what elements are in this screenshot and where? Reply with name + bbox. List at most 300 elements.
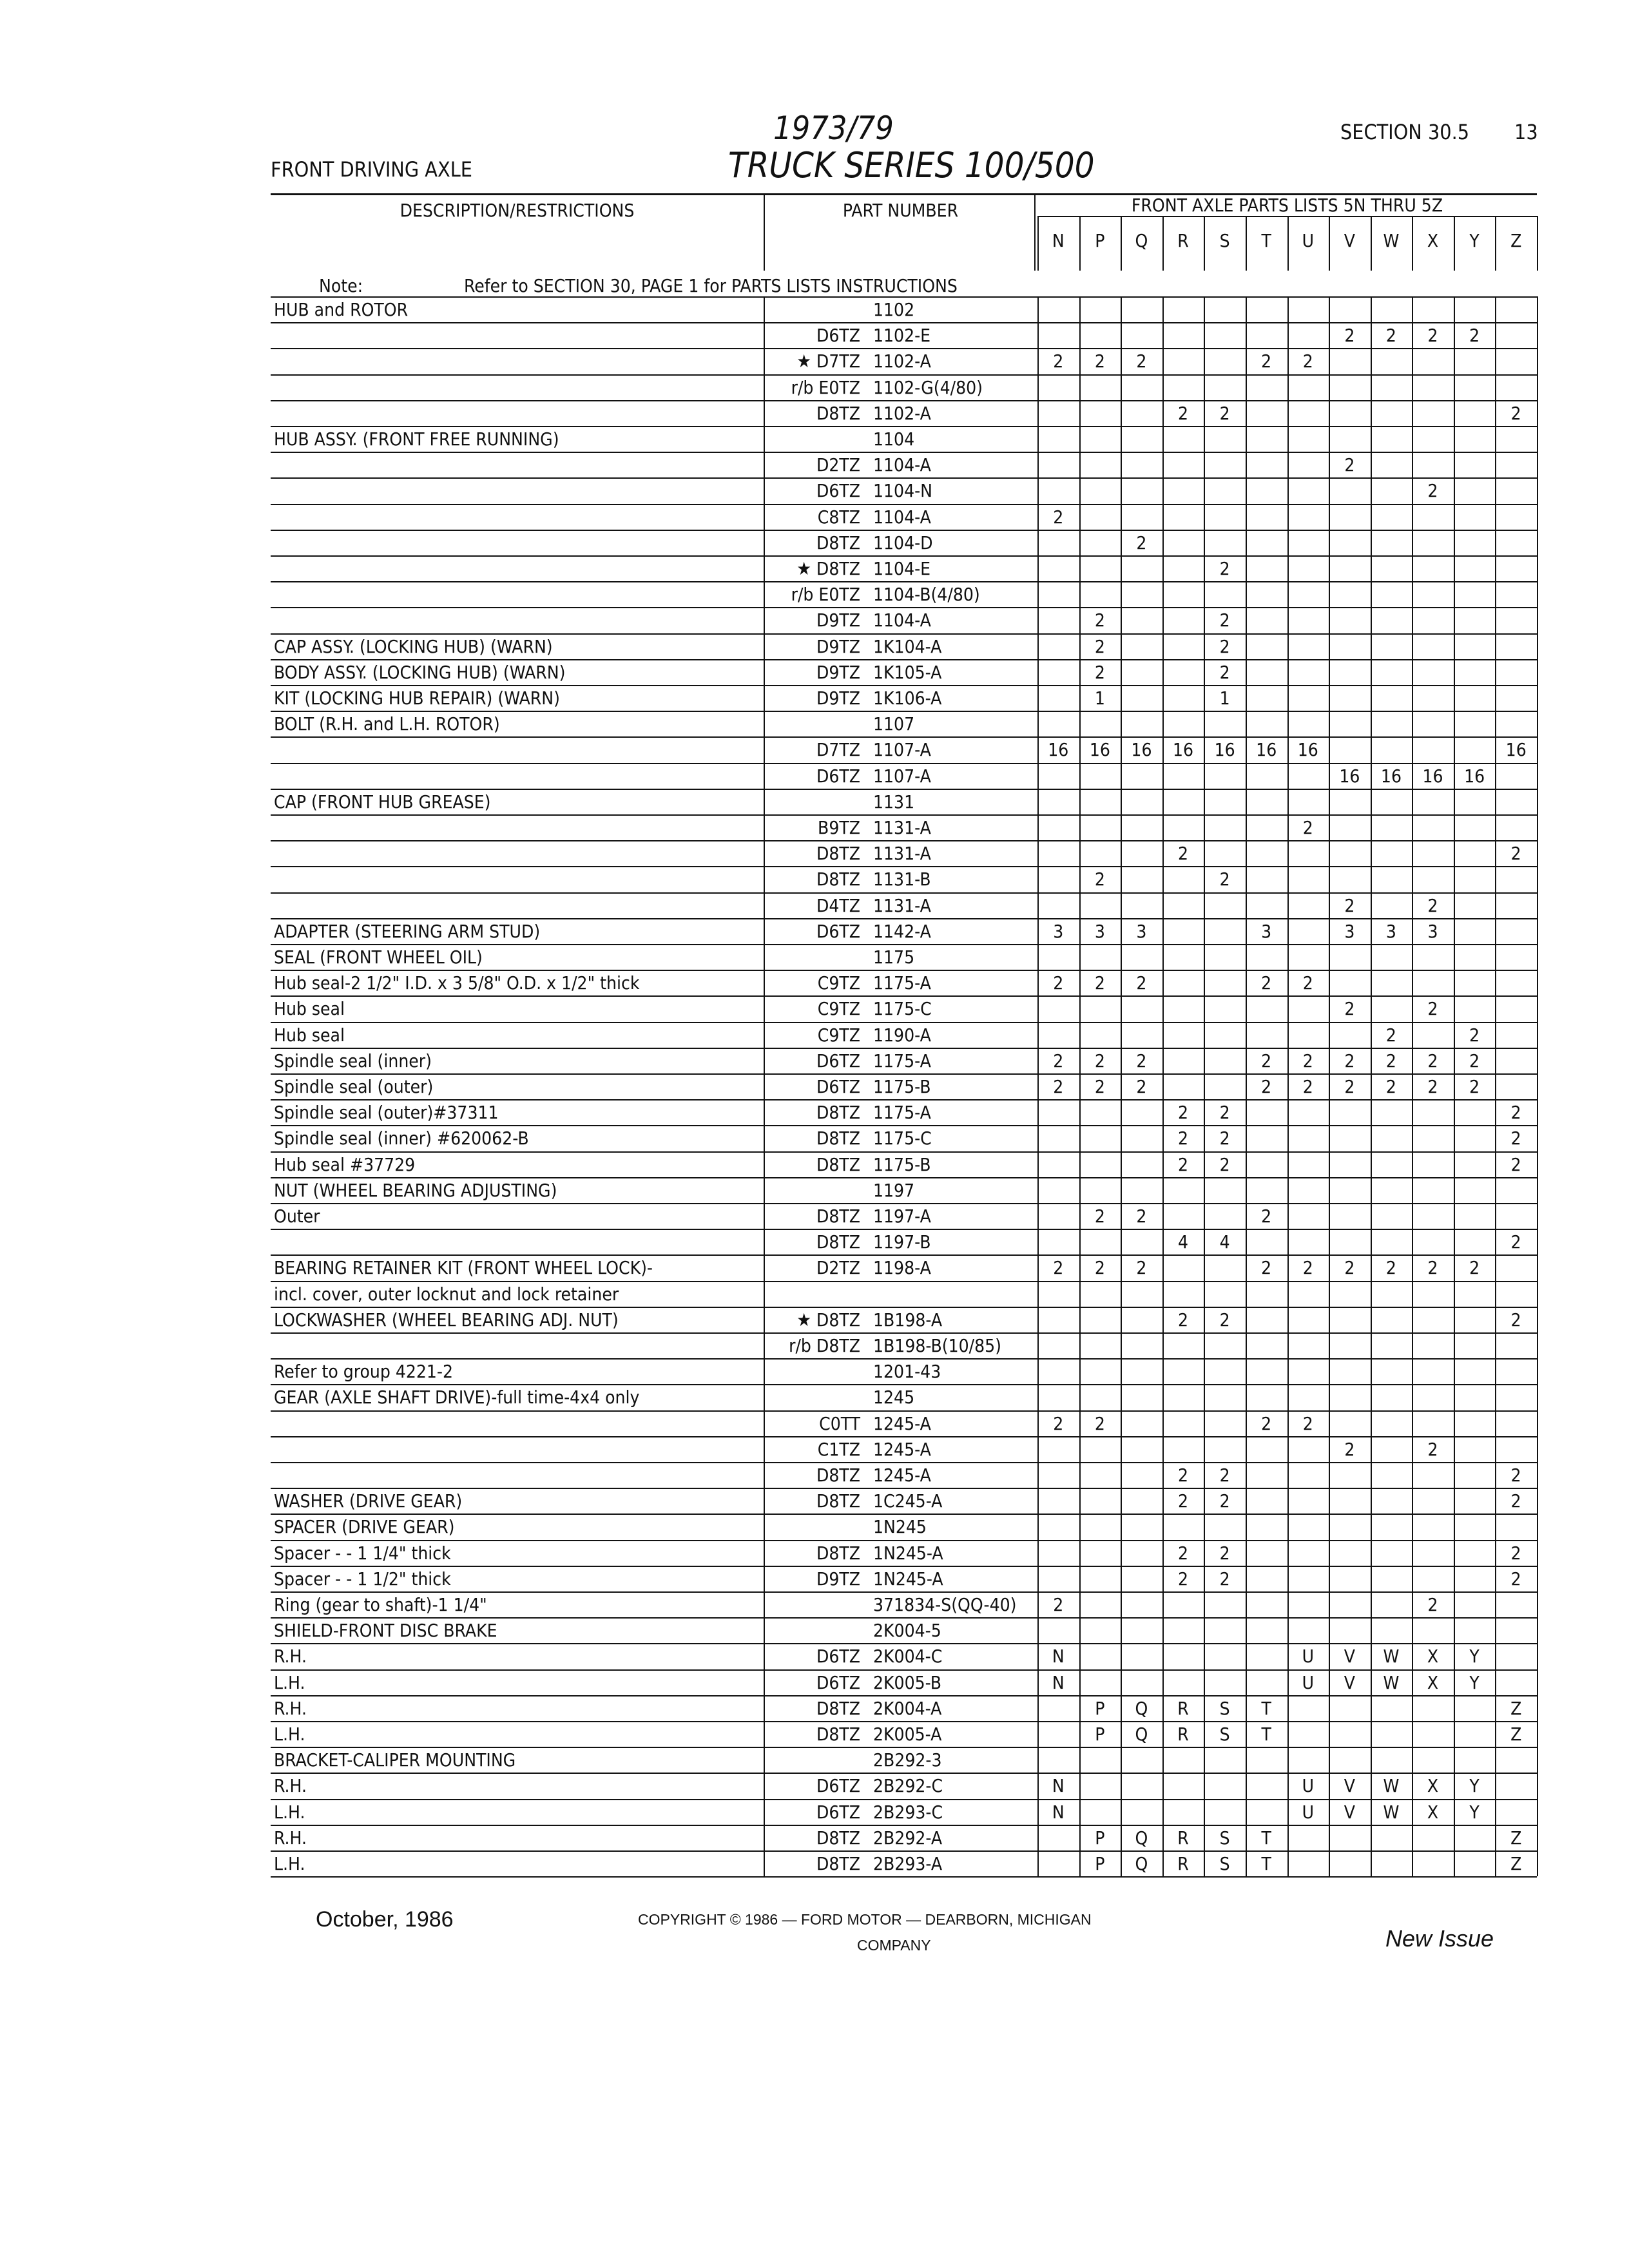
row-part-number: 2K004-C [873,1646,943,1667]
row-quantity: U [1302,1646,1315,1667]
row-part-number: 1C245-A [873,1490,943,1512]
row-quantity: 2 [1219,1102,1230,1124]
row-description: Hub seal #37729 [274,1153,416,1175]
row-part-prefix: D4TZ [816,894,860,916]
row-quantity: 2 [1261,1257,1272,1279]
section-number: SECTION 30.5 [1340,120,1470,144]
row-part-prefix: D6TZ [816,1801,860,1823]
row-quantity: 2 [1385,325,1396,347]
row-description: R.H. [274,1775,307,1797]
row-part-prefix: D6TZ [816,1646,860,1667]
row-quantity: 2 [1261,1050,1272,1072]
row-quantity: 2 [1094,661,1105,683]
row-part-prefix: D9TZ [816,687,860,709]
footer-issue: New Issue [1385,1925,1494,1952]
row-quantity: 2 [1178,1465,1189,1486]
row-part-prefix: D9TZ [816,661,860,683]
row-quantity: U [1302,1671,1315,1693]
row-part-number: 1102-E [873,325,931,347]
row-part-prefix: C1TZ [817,1438,860,1460]
rule-line [271,452,764,453]
row-quantity: U [1302,1801,1315,1823]
rule-line [271,555,764,557]
row-quantity: 2 [1427,1257,1438,1279]
row-quantity: 2 [1344,1050,1355,1072]
row-quantity: X [1427,1775,1439,1797]
row-quantity: 2 [1136,532,1147,553]
row-quantity: 2 [1219,1542,1230,1564]
row-quantity: P [1095,1724,1105,1745]
row-description: Spindle seal (inner) [274,1050,432,1072]
rule-line [271,374,764,376]
row-part-number: 1B198-A [873,1309,943,1331]
row-part-prefix: D6TZ [816,1775,860,1797]
row-quantity: 2 [1094,869,1105,890]
column-header-description: DESCRIPTION/RESTRICTIONS [400,200,635,221]
row-part-number: 1175-C [873,1128,932,1149]
row-quantity: 2 [1427,1076,1438,1097]
series-title: TRUCK SERIES 100/500 [728,145,1095,186]
rule-line [271,348,764,349]
rule-line [271,1462,764,1463]
rule-line [271,1229,764,1230]
row-description: BEARING RETAINER KIT (FRONT WHEEL LOCK)- [274,1257,653,1279]
column-line [1371,296,1372,1876]
row-description: Spindle seal (inner) #620062-B [274,1128,529,1149]
row-quantity: 2 [1219,1309,1230,1331]
row-part-prefix: D8TZ [816,1853,860,1874]
row-part-prefix: ★ D8TZ [796,558,860,579]
row-part-number: 1190-A [873,1024,931,1046]
row-quantity: 2 [1344,325,1355,347]
rule-line [764,1281,1037,1282]
row-part-number: 1131-A [873,843,931,865]
rule-line [271,1332,764,1334]
row-quantity: 2 [1510,1153,1521,1175]
row-description: KIT (LOCKING HUB REPAIR) (WARN) [274,687,560,709]
row-part-number: 1K104-A [873,635,942,657]
row-quantity: 2 [1094,1257,1105,1279]
row-quantity: 2 [1261,972,1272,994]
row-quantity: 2 [1219,1490,1230,1512]
row-quantity: 2 [1053,1050,1064,1072]
row-part-prefix: D8TZ [816,1153,860,1175]
list-letter-header: V [1344,230,1355,251]
row-quantity: 16 [1464,765,1485,787]
row-quantity: 1 [1094,687,1105,709]
rule-line [271,1410,764,1412]
row-quantity: 2 [1178,402,1189,424]
row-quantity: V [1344,1671,1355,1693]
row-quantity: 2 [1344,1076,1355,1097]
row-quantity: Q [1135,1853,1148,1874]
row-quantity: 1 [1219,687,1230,709]
row-quantity: N [1052,1646,1065,1667]
row-quantity: 2 [1219,869,1230,890]
row-quantity: 2 [1510,402,1521,424]
row-part-number: 1175-A [873,1050,931,1072]
rule-line [271,814,764,816]
row-quantity: 2 [1053,1594,1064,1615]
row-quantity: Y [1469,1801,1480,1823]
column-line [1287,296,1289,1876]
row-quantity: 2 [1510,1231,1521,1253]
row-quantity: 2 [1053,1076,1064,1097]
row-part-prefix: r/b E0TZ [791,584,860,606]
row-quantity: 2 [1261,1206,1272,1227]
row-quantity: W [1383,1775,1400,1797]
column-header-parts-lists: FRONT AXLE PARTS LISTS 5N THRU 5Z [1131,195,1443,216]
row-part-number: 1104-N [873,480,933,502]
row-part-prefix: D8TZ [816,532,860,553]
row-quantity: 2 [1385,1076,1396,1097]
row-description: CAP (FRONT HUB GREASE) [274,791,491,812]
list-letter-header: N [1052,230,1065,251]
row-quantity: R [1177,1724,1189,1745]
row-quantity: X [1427,1646,1439,1667]
note-label: Note: [319,275,363,296]
row-quantity: N [1052,1671,1065,1693]
row-part-number: 1104-A [873,454,931,476]
row-quantity: 2 [1094,1412,1105,1434]
column-line [1246,296,1247,1876]
list-letter-header: Y [1469,230,1480,251]
column-line [1412,216,1413,271]
row-quantity: X [1427,1671,1439,1693]
row-part-prefix: D6TZ [816,480,860,502]
rule-line [271,736,764,738]
row-quantity: 2 [1302,972,1313,994]
footer-company: COMPANY [857,1937,931,1954]
row-part-number: 1104-B(4/80) [873,584,980,606]
column-line [1162,216,1164,271]
row-part-prefix: C0TT [819,1412,860,1434]
row-part-number: 1245 [873,1387,915,1408]
row-quantity: 3 [1053,920,1064,942]
row-part-prefix: ★ D7TZ [796,351,860,372]
row-quantity: 2 [1427,325,1438,347]
note-text: Refer to SECTION 30, PAGE 1 for PARTS LISTS INSTRUCTIONS [464,275,958,296]
row-quantity: 2 [1427,998,1438,1020]
row-quantity: 2 [1510,1309,1521,1331]
row-quantity: 2 [1510,1568,1521,1590]
row-description: L.H. [274,1853,305,1874]
page-number: 13 [1514,120,1538,144]
row-quantity: R [1177,1697,1189,1719]
row-description: SPACER (DRIVE GEAR) [274,1516,455,1538]
row-quantity: X [1427,1801,1439,1823]
row-part-number: 1175 [873,947,915,968]
row-part-number: 1107-A [873,739,931,761]
row-quantity: P [1095,1827,1105,1849]
row-quantity: 2 [1261,1412,1272,1434]
row-quantity: V [1344,1801,1355,1823]
row-part-prefix: D8TZ [816,1465,860,1486]
row-quantity: 2 [1136,351,1147,372]
list-letter-header: W [1383,230,1400,251]
row-description: GEAR (AXLE SHAFT DRIVE)-full time-4x4 only [274,1387,640,1408]
row-quantity: Y [1469,1646,1480,1667]
row-part-prefix: C9TZ [817,1024,860,1046]
row-quantity: 2 [1094,1076,1105,1097]
row-part-number: 1107 [873,713,915,735]
row-quantity: 2 [1427,1050,1438,1072]
row-quantity: 2 [1136,1257,1147,1279]
row-quantity: S [1219,1697,1230,1719]
row-part-number: 1131-A [873,894,931,916]
row-quantity: 3 [1385,920,1396,942]
row-part-prefix: D8TZ [816,1102,860,1124]
row-quantity: 2 [1302,1412,1313,1434]
row-part-number: 1245-A [873,1465,931,1486]
row-part-number: 1N245 [873,1516,927,1538]
rule-line [271,530,764,531]
row-quantity: Z [1510,1853,1522,1874]
row-quantity: Z [1510,1697,1522,1719]
row-quantity: 2 [1094,1050,1105,1072]
row-part-number: 2B292-C [873,1775,943,1797]
row-quantity: 16 [1131,739,1152,761]
row-description: Refer to group 4221-2 [274,1361,454,1383]
row-part-prefix: D6TZ [816,325,860,347]
row-quantity: 16 [1089,739,1110,761]
column-line [1495,216,1496,271]
row-part-prefix: D9TZ [816,610,860,631]
row-quantity: Q [1135,1724,1148,1745]
row-quantity: Q [1135,1697,1148,1719]
row-quantity: 2 [1302,1050,1313,1072]
row-description: LOCKWASHER (WHEEL BEARING ADJ. NUT) [274,1309,619,1331]
row-quantity: 2 [1469,1024,1480,1046]
row-quantity: W [1383,1671,1400,1693]
row-part-number: 1104-D [873,532,933,553]
row-part-prefix: D8TZ [816,843,860,865]
row-description: Hub seal-2 1/2" I.D. x 3 5/8" O.D. x 1/2" thick [274,972,640,994]
row-quantity: 2 [1469,1257,1480,1279]
list-letter-header: U [1302,230,1315,251]
row-part-number: 1201-43 [873,1361,941,1383]
rule-line [764,1876,1037,1878]
row-quantity: 2 [1178,1153,1189,1175]
column-line [1079,216,1081,271]
row-quantity: 2 [1094,610,1105,631]
row-quantity: 3 [1344,920,1355,942]
row-part-prefix: D6TZ [816,1050,860,1072]
row-quantity: 2 [1053,506,1064,528]
row-quantity: 2 [1510,1465,1521,1486]
row-description: R.H. [274,1827,307,1849]
row-part-prefix: D2TZ [816,1257,860,1279]
row-description: Spacer - - 1 1/4" thick [274,1542,451,1564]
row-part-prefix: D9TZ [816,635,860,657]
row-part-prefix: D8TZ [816,1490,860,1512]
row-part-number: 2B292-3 [873,1749,942,1771]
row-quantity: 16 [1214,739,1235,761]
row-quantity: 2 [1053,1412,1064,1434]
row-quantity: 2 [1178,1102,1189,1124]
column-line [1329,296,1330,1876]
row-description: BRACKET-CALIPER MOUNTING [274,1749,516,1771]
row-description: L.H. [274,1801,305,1823]
column-line [1371,216,1372,271]
row-quantity: 2 [1344,1438,1355,1460]
row-part-number: 2B292-A [873,1827,943,1849]
row-part-number: 2B293-C [873,1801,943,1823]
row-part-prefix: D7TZ [816,739,860,761]
row-part-number: 1175-A [873,972,931,994]
row-quantity: 2 [1385,1257,1396,1279]
row-description: Spacer - - 1 1/2" thick [274,1568,451,1590]
column-line [1412,296,1413,1876]
rule-line [271,607,764,608]
row-quantity: 2 [1136,1206,1147,1227]
row-quantity: 2 [1261,1076,1272,1097]
row-part-number: 371834-S(QQ-40) [873,1594,1017,1615]
row-quantity: 2 [1344,998,1355,1020]
row-quantity: 2 [1302,1257,1313,1279]
row-quantity: 2 [1510,1128,1521,1149]
row-part-number: 1102 [873,299,915,320]
row-part-prefix: D6TZ [816,920,860,942]
row-part-prefix: B9TZ [818,817,860,838]
parts-table [271,193,1537,1933]
row-quantity: Q [1135,1827,1148,1849]
row-part-prefix: r/b D8TZ [789,1335,860,1356]
row-part-prefix: D8TZ [816,1128,860,1149]
row-part-number: 2K005-B [873,1671,941,1693]
section-title: FRONT DRIVING AXLE [271,157,472,182]
row-quantity: 2 [1136,1076,1147,1097]
row-quantity: 2 [1178,1542,1189,1564]
column-line [1204,296,1205,1876]
row-quantity: 2 [1178,1568,1189,1590]
row-part-prefix: D6TZ [816,1076,860,1097]
column-line [1287,216,1289,271]
row-quantity: V [1344,1646,1355,1667]
row-part-prefix: D8TZ [816,1231,860,1253]
row-part-number: 1131 [873,791,915,812]
column-line [1121,216,1122,271]
row-quantity: 2 [1302,817,1313,838]
row-quantity: N [1052,1775,1065,1797]
column-header-part-number: PART NUMBER [842,200,959,221]
row-part-prefix: D2TZ [816,454,860,476]
row-description: Ring (gear to shaft)-1 1/4" [274,1594,487,1615]
row-quantity: 2 [1427,1594,1438,1615]
row-quantity: 2 [1261,351,1272,372]
row-part-number: 1102-A [873,351,931,372]
row-quantity: 2 [1094,1206,1105,1227]
row-quantity: 2 [1094,972,1105,994]
row-quantity: 2 [1178,1309,1189,1331]
row-quantity: S [1219,1724,1230,1745]
row-part-number: 1245-A [873,1412,931,1434]
column-line [1329,216,1330,271]
row-quantity: W [1383,1646,1400,1667]
column-line [1204,216,1205,271]
list-letter-header: Q [1135,230,1148,251]
column-line [1079,296,1081,1876]
row-quantity: 16 [1256,739,1277,761]
row-quantity: 2 [1344,1257,1355,1279]
rule-line [271,866,764,867]
row-part-number: 1197-A [873,1206,931,1227]
row-quantity: 2 [1219,661,1230,683]
column-line [1537,296,1538,1876]
row-quantity: P [1095,1697,1105,1719]
row-description: L.H. [274,1671,305,1693]
row-part-number: 1175-B [873,1076,931,1097]
list-letter-header: X [1427,230,1439,251]
row-quantity: R [1177,1853,1189,1874]
list-letter-header: S [1219,230,1230,251]
row-part-prefix: D8TZ [816,1827,860,1849]
row-quantity: 2 [1219,635,1230,657]
row-description: R.H. [274,1697,307,1719]
row-part-number: 2K005-A [873,1724,942,1745]
row-quantity: W [1383,1801,1400,1823]
row-part-prefix: D6TZ [816,1671,860,1693]
column-line [1162,296,1164,1876]
column-line [1537,216,1538,271]
row-quantity: Z [1510,1827,1522,1849]
rule-line [271,1436,764,1437]
rule-line [271,581,764,582]
row-part-number: 1K106-A [873,687,942,709]
row-quantity: V [1344,1775,1355,1797]
row-quantity: 2 [1219,402,1230,424]
row-quantity: 2 [1219,1465,1230,1486]
row-description: BODY ASSY. (LOCKING HUB) (WARN) [274,661,566,683]
row-quantity: 2 [1136,972,1147,994]
row-part-prefix: D9TZ [816,1568,860,1590]
row-quantity: N [1052,1801,1065,1823]
row-quantity: 2 [1344,894,1355,916]
row-quantity: 2 [1053,351,1064,372]
row-quantity: 2 [1344,454,1355,476]
row-part-number: 2B293-A [873,1853,943,1874]
column-line [764,296,765,1876]
column-line [1246,216,1247,271]
rule-line [271,322,764,323]
row-quantity: T [1261,1697,1271,1719]
row-description: BOLT (R.H. and L.H. ROTOR) [274,713,500,735]
row-quantity: T [1261,1724,1271,1745]
row-quantity: 16 [1297,739,1318,761]
footer-date: October, 1986 [316,1907,454,1932]
footer-copyright: COPYRIGHT © 1986 — FORD MOTOR — DEARBORN, MICHIGAN [638,1911,1092,1928]
rule-line [271,504,764,505]
row-description: Hub seal [274,998,345,1020]
row-quantity: 16 [1505,739,1527,761]
row-quantity: T [1261,1827,1271,1849]
row-quantity: 2 [1219,1153,1230,1175]
row-quantity: 2 [1469,1050,1480,1072]
row-description: WASHER (DRIVE GEAR) [274,1490,463,1512]
row-description: Spindle seal (outer) [274,1076,434,1097]
row-description: Outer [274,1206,320,1227]
row-quantity: 16 [1173,739,1194,761]
row-quantity: 16 [1380,765,1402,787]
row-quantity: 2 [1053,972,1064,994]
row-part-number: 1197 [873,1179,915,1201]
row-part-number: 1197-B [873,1231,931,1253]
rule-line [271,763,764,764]
row-quantity: 3 [1094,920,1105,942]
list-letter-header: P [1095,230,1105,251]
row-part-number: 1102-G(4/80) [873,376,983,398]
row-part-prefix: r/b E0TZ [791,376,860,398]
